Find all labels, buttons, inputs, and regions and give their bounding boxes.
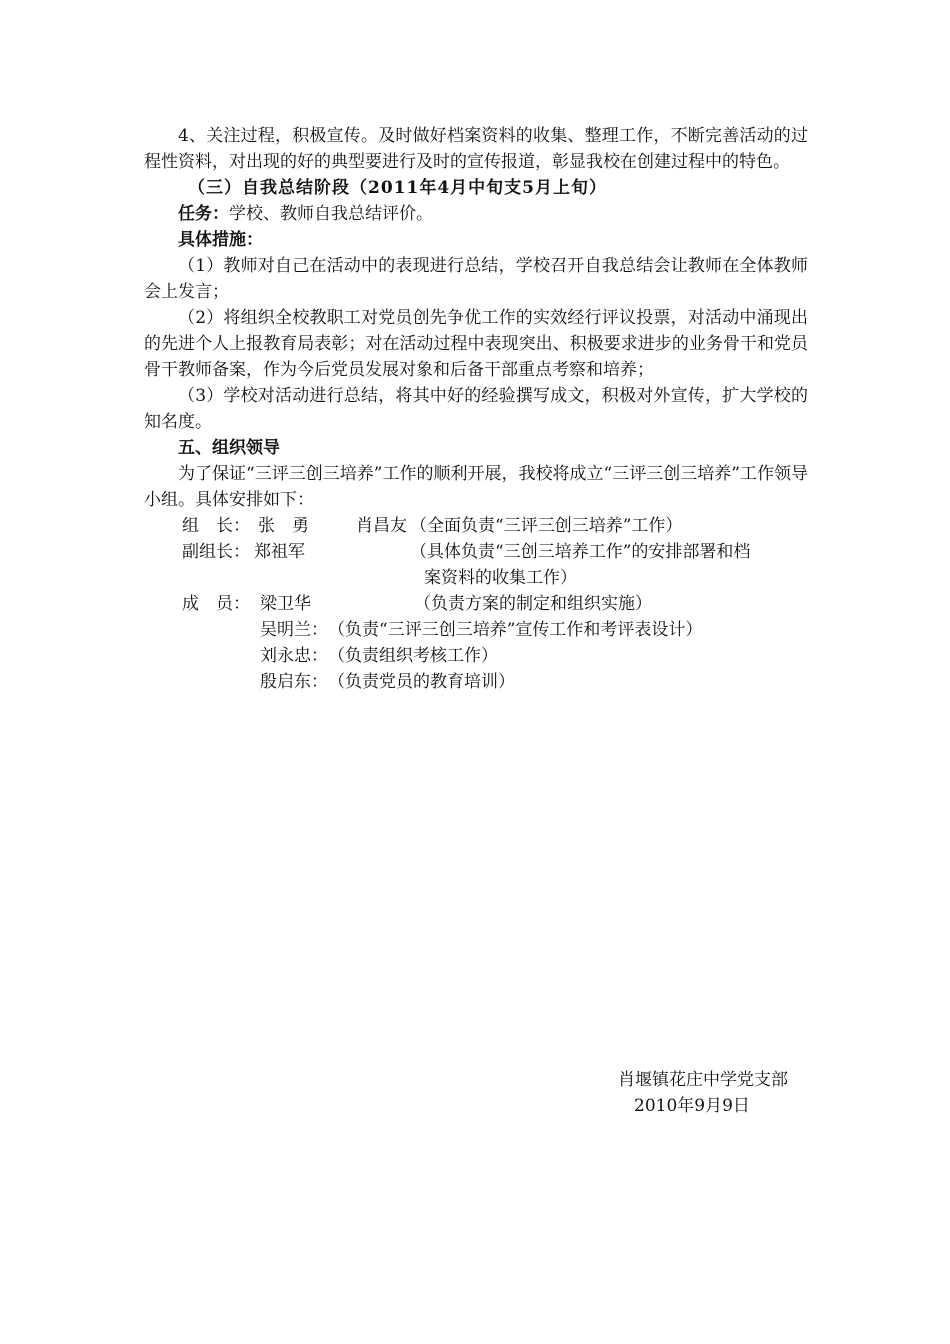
measure-1: （1）教师对自己在活动中的表现进行总结，学校召开自我总结会让教师在全体教师会上发言； bbox=[144, 256, 808, 302]
member-4-duty: （负责党员的教育培训） bbox=[328, 672, 515, 692]
measure-2: （2）将组织全校教职工对党员创先争优工作的实效经行评议投票，对活动中涌现出的先进个人上报教育局表彰；对在活动过程中表现突出、积极要求进步的业务骨干和党员骨干教师备案，作为今后党员发展对象和后备干部重点考察和培养； bbox=[144, 308, 808, 380]
leader-duty: （全面负责“三评三创三培养”工作） bbox=[410, 516, 683, 536]
signature-block bbox=[0, 1067, 950, 1127]
leader-name-1: 张 勇 bbox=[258, 516, 309, 536]
member-2-name: 吴明兰： bbox=[260, 620, 328, 640]
measure-3: （3）学校对活动进行总结，将其中好的经验撰写成文，积极对外宣传，扩大学校的知名度。 bbox=[144, 386, 808, 432]
member-3-duty: （负责组织考核工作） bbox=[328, 646, 498, 666]
signature-org: 肖堰镇花庄中学党支部 bbox=[618, 1070, 788, 1090]
member-2-duty: （负责“三评三创三培养”宣传工作和考评表设计） bbox=[328, 620, 703, 640]
member-3-name: 刘永忠： bbox=[260, 646, 328, 666]
leadership-roster bbox=[144, 513, 808, 693]
section5-heading: 五、组织领导 bbox=[178, 438, 280, 458]
leader-name-2: 肖昌友 bbox=[356, 516, 407, 536]
document-body bbox=[144, 123, 808, 693]
task-label: 任务： bbox=[178, 204, 229, 224]
signature-date: 2010年9月9日 bbox=[634, 1096, 750, 1116]
member-role: 成 员： bbox=[182, 594, 250, 614]
task-line bbox=[144, 201, 808, 227]
deputy-duty-line2: 案资料的收集工作） bbox=[424, 568, 577, 588]
paragraph-publicity: 4、关注过程，积极宣传。及时做好档案资料的收集、整理工作，不断完善活动的过程性资料，对出现的好的典型要进行及时的宣传报道，彰显我校在创建过程中的特色。 bbox=[144, 126, 808, 172]
member-4-name: 殷启东： bbox=[260, 672, 328, 692]
member-1-duty: （负责方案的制定和组织实施） bbox=[414, 594, 652, 614]
deputy-role: 副组长： bbox=[182, 542, 250, 562]
leader-role: 组 长： bbox=[182, 516, 250, 536]
section5-text: 为了保证“三评三创三培养”工作的顺利开展，我校将成立“三评三创三培养”工作领导小组。具体安排如下： bbox=[144, 464, 808, 510]
deputy-name: 郑祖军 bbox=[254, 542, 305, 562]
deputy-duty-line1: （具体负责“三创三培养工作”的安排部署和档 bbox=[410, 542, 751, 562]
measures-label: 具体措施： bbox=[178, 230, 263, 250]
task-text: 学校、教师自我总结评价。 bbox=[229, 204, 433, 224]
stage3-heading: （三）自我总结阶段（2011年4月中旬支5月上旬） bbox=[188, 178, 607, 198]
member-1-name: 梁卫华 bbox=[260, 594, 311, 614]
